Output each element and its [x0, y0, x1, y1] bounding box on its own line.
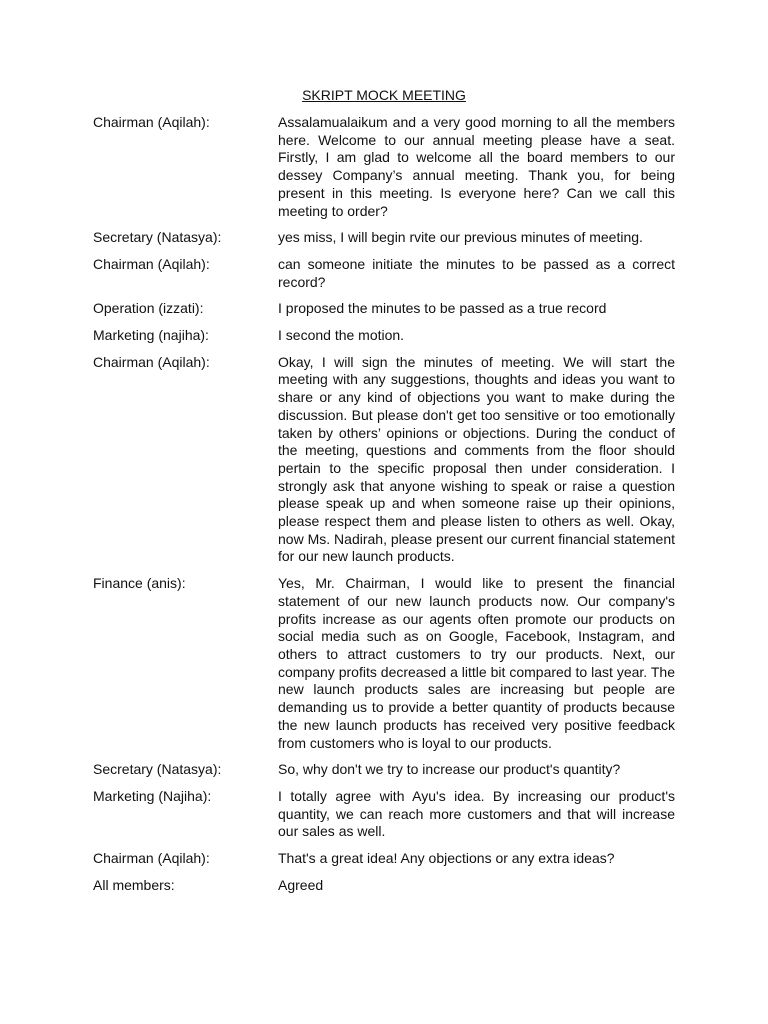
dialogue-row: [93, 256, 675, 291]
dialogue-row: [93, 327, 675, 345]
dialogue-row: [93, 850, 675, 868]
speaker-label: All members:: [93, 876, 175, 893]
speech-text: I proposed the minutes to be passed as a true record: [278, 300, 607, 317]
speaker-label: Secretary (Natasya):: [93, 229, 222, 246]
speech-text: Yes, Mr. Chairman, I would like to present the financial statement of our new launch products now. Our company's profits increase as our agents often promote our products on social media such as on Google, Facebook, Instagram, and others to attract customers to try our products. Next, our company profits decreased a little bit compared to last year. The new launch products sales are increasing but people are demanding us to provide a better quantity of products because the new launch products has received very positive feedback from customers who is loyal to our products.: [278, 575, 675, 751]
dialogue-row: [93, 877, 675, 895]
meeting-script: [93, 114, 675, 903]
speech-text: That's a great idea! Any objections or any extra ideas?: [278, 850, 615, 867]
speaker-label: Secretary (Natasya):: [93, 761, 222, 778]
dialogue-row: [93, 229, 675, 247]
dialogue-row: [93, 114, 675, 220]
speaker-label: Chairman (Aqilah):: [93, 255, 210, 272]
dialogue-row: [93, 788, 675, 841]
speech-text: Okay, I will sign the minutes of meeting. We will start the meeting with any suggestions, thoughts and ideas you want to share or any kind of objections you want to make during the discussion. But please don't get too sensitive or too emotionally taken by others’ opinions or objections. During the conduct of the meeting, questions and comments from the floor should pertain to the specific proposal then under consideration. I strongly ask that anyone wishing to speak or raise a question please speak up and when someone raise up their opinions, please respect them and please listen to others as well. Okay, now Ms. Nadirah, please present our current financial statement for our new launch products.: [278, 353, 675, 565]
dialogue-row: [93, 761, 675, 779]
document-title: SKRIPT MOCK MEETING: [302, 87, 466, 103]
dialogue-row: [93, 575, 675, 752]
speaker-label: Operation (izzati):: [93, 300, 204, 317]
dialogue-row: [93, 300, 675, 318]
speaker-label: Chairman (Aqilah):: [93, 850, 210, 867]
speaker-label: Finance (anis):: [93, 575, 186, 592]
speaker-label: Marketing (najiha):: [93, 327, 209, 344]
speaker-label: Chairman (Aqilah):: [93, 114, 210, 130]
dialogue-row: [93, 354, 675, 566]
speaker-label: Marketing (Najiha):: [93, 787, 212, 804]
speech-text: I second the motion.: [278, 327, 405, 344]
speech-text: Assalamualaikum and a very good morning to all the members here. Welcome to our annual meeting please have a seat. Firstly, I am glad to welcome all the board members to our dessey Company’s annual meeting. Thank you, for being present in this meeting. Is everyone here? Can we call this meeting to order?: [278, 114, 675, 219]
speech-text: So, why don't we try to increase our product's quantity?: [278, 761, 621, 778]
speech-text: can someone initiate the minutes to be passed as a correct record?: [278, 255, 675, 290]
speaker-label: Chairman (Aqilah):: [93, 353, 210, 370]
speech-text: I totally agree with Ayu's idea. By increasing our product's quantity, we can reach more customers and that will increase our sales as well.: [278, 787, 675, 840]
speech-text: Agreed: [278, 876, 324, 893]
speech-text: yes miss, I will begin rvite our previous minutes of meeting.: [278, 229, 643, 246]
